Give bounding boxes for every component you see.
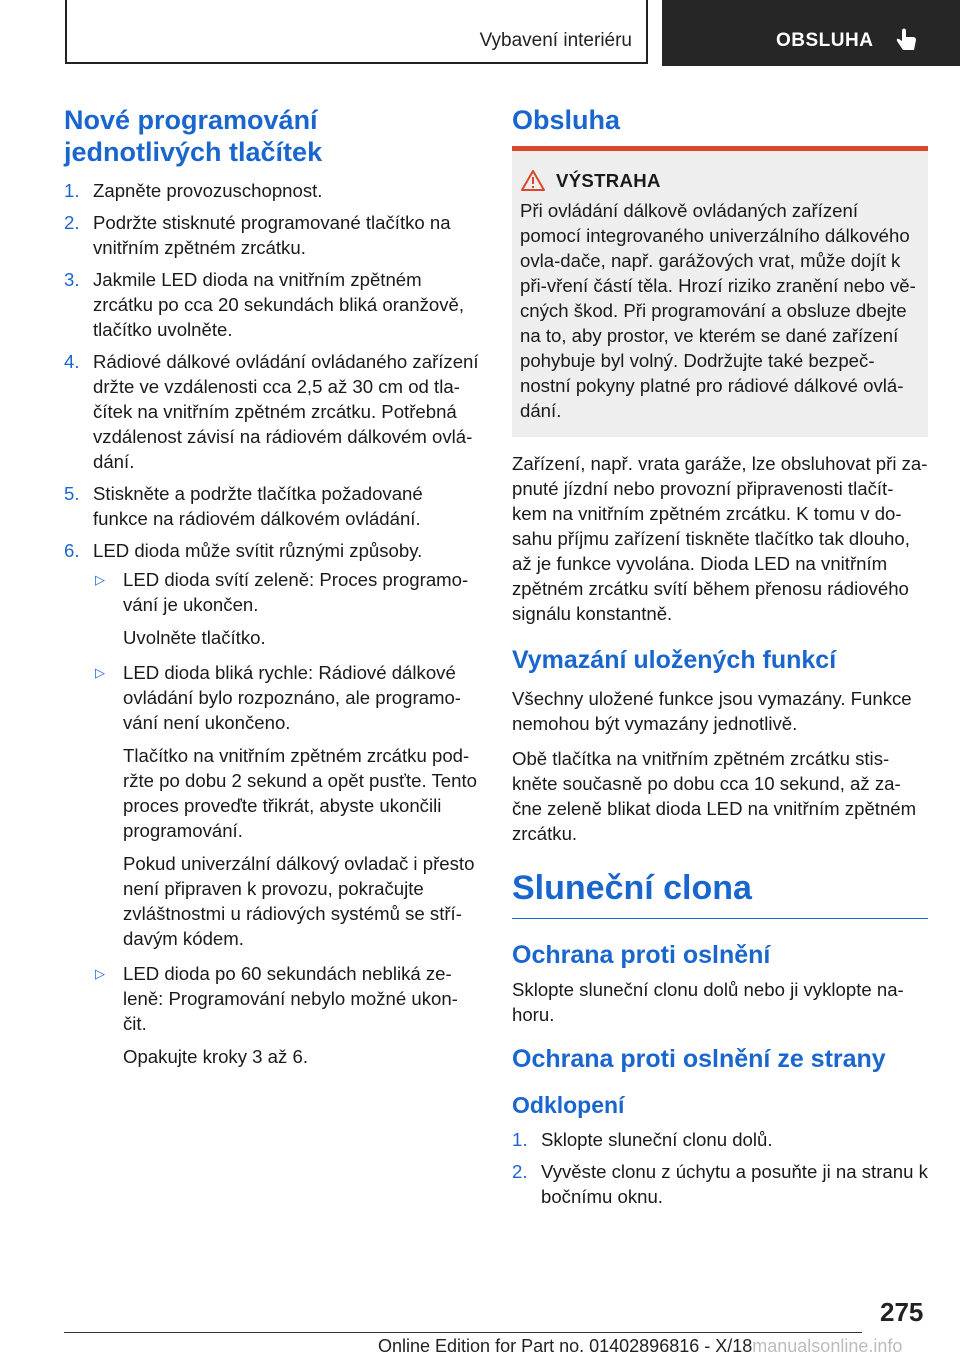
- led-state-list: [93, 567, 480, 1069]
- list-item: [64, 178, 480, 203]
- section-heading-delete: Vymazání uložených funkcí: [512, 646, 837, 674]
- breadcrumb-box: [65, 0, 648, 64]
- bullet-item: [93, 567, 480, 650]
- step-number: 6.: [64, 540, 80, 561]
- step-number: 4.: [64, 351, 80, 372]
- step-text: Stiskněte a podržte tlačítka požadované funkce na rádiovém dálkovém ovládání.: [93, 483, 423, 529]
- footer-edition: [378, 1336, 902, 1357]
- bullet-note: Uvolněte tlačítko.: [123, 627, 266, 648]
- list-item: [64, 349, 480, 474]
- subsection-heading-fold: Odklopení: [512, 1092, 625, 1118]
- section-label: OBSLUHA: [776, 30, 874, 51]
- fold-steps: [512, 1127, 928, 1209]
- breadcrumb[interactable]: Vybavení interiéru: [479, 30, 632, 51]
- warning-box: [512, 146, 928, 437]
- step-text: Zapněte provozuschopnost.: [93, 180, 323, 201]
- section-heading-obsluha: Obsluha: [512, 105, 621, 135]
- step-number: 2.: [512, 1161, 528, 1182]
- triangle-bullet-icon: ▷: [95, 665, 105, 680]
- hand-pointer-icon: [894, 26, 920, 54]
- step-number: 5.: [64, 483, 80, 504]
- step-text: Sklopte sluneční clonu dolů.: [541, 1129, 773, 1150]
- list-item: [512, 1127, 928, 1152]
- delete-text-2: Obě tlačítka na vnitřním zpětném zrcátku stis-kněte současně po dobu cca 10 sekund, až za-čne zeleně blikat dioda LED na vnitřním zpětném zrcátku.: [512, 748, 917, 844]
- bullet-note: Pokud univerzální dálkový ovladač i přesto není připraven k provozu, pokračujte zvláštnostmi u rádiových systémů se stří-davým kódem.: [123, 853, 475, 949]
- step-number: 3.: [64, 269, 80, 290]
- edition-text: Online Edition for Part no. 01402896816 - X/18: [378, 1336, 753, 1356]
- warning-triangle-icon: [520, 169, 546, 192]
- warning-title: VÝSTRAHA: [556, 169, 661, 191]
- step-text: Rádiové dálkové ovládání ovládaného zařízení držte ve vzdálenosti cca 2,5 až 30 cm od tla-čítek na vnitřním zpětném zrcátku. Potřebná vzdálenost závisí na rádiovém dálkovém ovlá-dání.: [93, 351, 479, 472]
- warning-title-row: [520, 169, 920, 192]
- bullet-item: [93, 660, 480, 951]
- glare-text: Sklopte sluneční clonu dolů nebo ji vyklopte na-horu.: [512, 979, 904, 1025]
- warning-text: Při ovládání dálkově ovládaných zařízení pomocí integrovaného univerzálního dálkového ovla-dače, např. garážových vrat, může dojít k při-vření částí těla. Hrozí riziko zranění nebo vě-cných škod. Při programování a obsluze dbejte na to, aby prostor, ve kterém se dané zařízení pohybuje byl volný. Dodržujte také bezpeč-nostní pokyny platné pro rádiové dálkové ovlá-dání.: [520, 200, 916, 421]
- step-text: Podržte stisknuté programované tlačítko na vnitřním zpětném zrcátku.: [93, 212, 451, 258]
- page-header: [0, 0, 960, 66]
- footer-divider: [64, 1332, 862, 1333]
- bullet-text: LED dioda svítí zeleně: Proces programo-vání je ukončen.: [123, 569, 469, 615]
- bullet-note: Opakujte kroky 3 až 6.: [123, 1046, 308, 1067]
- right-column: [512, 104, 928, 1216]
- step-text: LED dioda může svítit různými způsoby.: [93, 540, 423, 561]
- list-item: [64, 210, 480, 260]
- step-text: Jakmile LED dioda na vnitřním zpětném zrcátku po cca 20 sekundách bliká oranžově, tlačítko uvolněte.: [93, 269, 465, 340]
- bullet-text: LED dioda po 60 sekundách nebliká ze-leně: Programování nebylo možné ukon-čit.: [123, 963, 458, 1034]
- section-heading-glare: Ochrana proti oslnění: [512, 941, 771, 969]
- list-item: [64, 481, 480, 531]
- page-number: 275: [880, 1297, 924, 1327]
- list-item: [64, 538, 480, 1069]
- watermark-brand: manualsonline.info: [752, 1336, 903, 1356]
- list-item: [64, 267, 480, 342]
- step-number: 2.: [64, 212, 80, 233]
- step-number: 1.: [512, 1129, 528, 1150]
- programming-steps: [64, 178, 480, 1069]
- step-text: Vyvěste clonu z úchytu a posuňte ji na stranu k bočnímu oknu.: [541, 1161, 928, 1207]
- section-heading-side-glare: Ochrana proti oslnění ze strany: [512, 1045, 886, 1073]
- list-item: [512, 1159, 928, 1209]
- left-column: [64, 104, 480, 1079]
- bullet-note: Tlačítko na vnitřním zpětném zrcátku pod-ržte po dobu 2 sekund a opět pusťte. Tento proces proveďte třikrát, abyste ukončili programování.: [123, 745, 477, 841]
- section-tab[interactable]: [662, 0, 960, 66]
- triangle-bullet-icon: ▷: [95, 572, 105, 587]
- section-heading-programming: Nové programování jednotlivých tlačítek: [64, 105, 323, 167]
- bullet-item: [93, 961, 480, 1069]
- chapter-heading-sun-visor: Sluneční clona: [512, 868, 928, 919]
- obsluha-text: Zařízení, např. vrata garáže, lze obsluhovat při za-pnuté jízdní nebo provozní připravenosti tlačít-kem na vnitřním zpětném zrcátku. K tomu v do-sahu příjmu zařízení tiskněte tlačítko tak dlouho, až je funkce vyvolána. Dioda LED na vnitřním zpětném zrcátku svítí během přenosu rádiového signálu konstantně.: [512, 453, 928, 624]
- step-number: 1.: [64, 180, 80, 201]
- bullet-text: LED dioda bliká rychle: Rádiové dálkové ovládání bylo rozpoznáno, ale programo-vání není ukončeno.: [123, 662, 461, 733]
- delete-text-1: Všechny uložené funkce jsou vymazány. Funkce nemohou být vymazány jednotlivě.: [512, 688, 912, 734]
- triangle-bullet-icon: ▷: [95, 966, 105, 981]
